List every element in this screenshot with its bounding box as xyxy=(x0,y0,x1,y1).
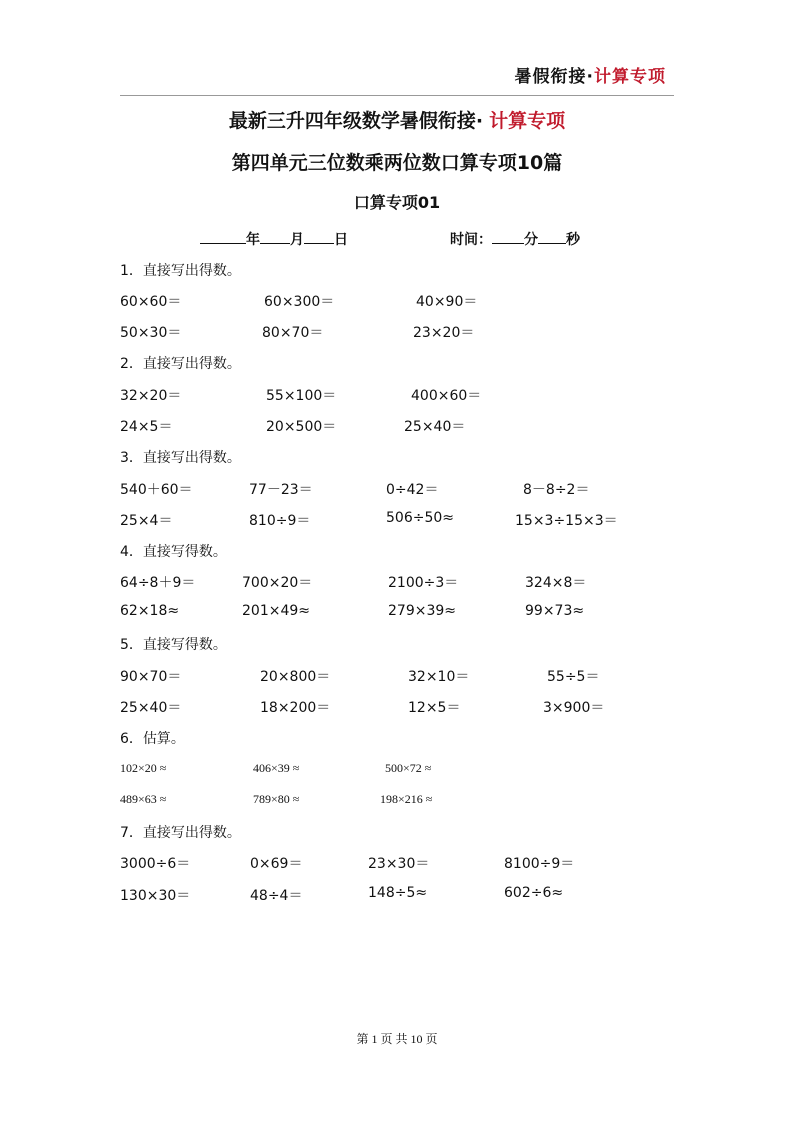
section-3-heading: 3．直接写出得数。 xyxy=(120,450,241,466)
problem: 23×30＝ xyxy=(368,856,430,872)
problem: 32×10＝ xyxy=(408,669,470,685)
problem: 810÷9＝ xyxy=(249,513,311,529)
problem: 789×80 ≈ xyxy=(253,792,300,806)
title-accent: 计算专项 xyxy=(489,110,566,132)
month-label: 月 xyxy=(290,232,304,248)
year-label: 年 xyxy=(246,232,260,248)
time-field xyxy=(450,229,580,249)
problem: 489×63 ≈ xyxy=(120,792,167,806)
page-footer: 第 1 页 共 10 页 xyxy=(356,1032,438,1046)
problem: 324×8＝ xyxy=(525,575,587,591)
problem: 60×60＝ xyxy=(120,294,182,310)
problem: 602÷6≈ xyxy=(504,885,564,901)
problem: 20×800＝ xyxy=(260,669,331,685)
problem: 55×100＝ xyxy=(266,388,337,404)
page-header xyxy=(515,62,666,87)
second-label: 秒 xyxy=(566,232,580,248)
header-text: 暑假衔接· xyxy=(514,67,594,87)
problem: 62×18≈ xyxy=(120,603,180,619)
year-blank[interactable] xyxy=(200,229,246,244)
problem: 406×39 ≈ xyxy=(253,761,300,775)
exercise-title: 口算专项01 xyxy=(353,193,441,212)
problem: 198×216 ≈ xyxy=(380,792,433,806)
problem: 12×5＝ xyxy=(408,700,461,716)
problem: 24×5＝ xyxy=(120,419,173,435)
section-1-heading: 1．直接写出得数。 xyxy=(120,263,241,279)
problem: 64÷8＋9＝ xyxy=(120,575,196,591)
problem: 80×70＝ xyxy=(262,325,324,341)
problem: 48÷4＝ xyxy=(250,888,303,904)
problem: 15×3÷15×3＝ xyxy=(515,513,618,529)
problem: 8－8÷2＝ xyxy=(523,482,590,498)
problem: 500×72 ≈ xyxy=(385,761,432,775)
document-title xyxy=(0,106,794,133)
section-6-heading: 6．估算。 xyxy=(120,731,185,747)
problem: 201×49≈ xyxy=(242,603,310,619)
day-label: 日 xyxy=(334,232,348,248)
problem: 2100÷3＝ xyxy=(388,575,459,591)
problem: 77－23＝ xyxy=(249,482,313,498)
header-divider xyxy=(120,95,674,96)
section-5-heading: 5．直接写得数。 xyxy=(120,637,227,653)
section-7-heading: 7．直接写出得数。 xyxy=(120,825,241,841)
problem: 3000÷6＝ xyxy=(120,856,191,872)
title-main: 最新三升四年级数学暑假衔接· xyxy=(228,110,484,132)
problem: 506÷50≈ xyxy=(386,510,454,526)
section-2-heading: 2．直接写出得数。 xyxy=(120,356,241,372)
problem: 25×40＝ xyxy=(404,419,466,435)
section-4-heading: 4．直接写得数。 xyxy=(120,544,227,560)
problem: 148÷5≈ xyxy=(368,885,428,901)
day-blank[interactable] xyxy=(304,229,334,244)
problem: 8100÷9＝ xyxy=(504,856,575,872)
problem: 540＋60＝ xyxy=(120,482,193,498)
header-accent: 计算专项 xyxy=(594,67,666,87)
date-field xyxy=(200,229,348,249)
problem: 40×90＝ xyxy=(416,294,478,310)
time-label: 时间： xyxy=(450,232,492,248)
problem: 0÷42＝ xyxy=(386,482,439,498)
problem: 130×30＝ xyxy=(120,888,191,904)
second-blank[interactable] xyxy=(538,229,566,244)
problem: 0×69＝ xyxy=(250,856,303,872)
problem: 23×20＝ xyxy=(413,325,475,341)
problem: 90×70＝ xyxy=(120,669,182,685)
problem: 99×73≈ xyxy=(525,603,585,619)
problem: 18×200＝ xyxy=(260,700,331,716)
problem: 25×4＝ xyxy=(120,513,173,529)
problem: 3×900＝ xyxy=(543,700,605,716)
problem: 700×20＝ xyxy=(242,575,313,591)
month-blank[interactable] xyxy=(260,229,290,244)
document-subtitle: 第四单元三位数乘两位数口算专项10篇 xyxy=(231,152,563,174)
problem: 55÷5＝ xyxy=(547,669,600,685)
problem: 102×20 ≈ xyxy=(120,761,167,775)
minute-label: 分 xyxy=(524,232,538,248)
problem: 20×500＝ xyxy=(266,419,337,435)
problem: 60×300＝ xyxy=(264,294,335,310)
problem: 32×20＝ xyxy=(120,388,182,404)
minute-blank[interactable] xyxy=(492,229,524,244)
problem: 400×60＝ xyxy=(411,388,482,404)
problem: 279×39≈ xyxy=(388,603,456,619)
problem: 50×30＝ xyxy=(120,325,182,341)
problem: 25×40＝ xyxy=(120,700,182,716)
